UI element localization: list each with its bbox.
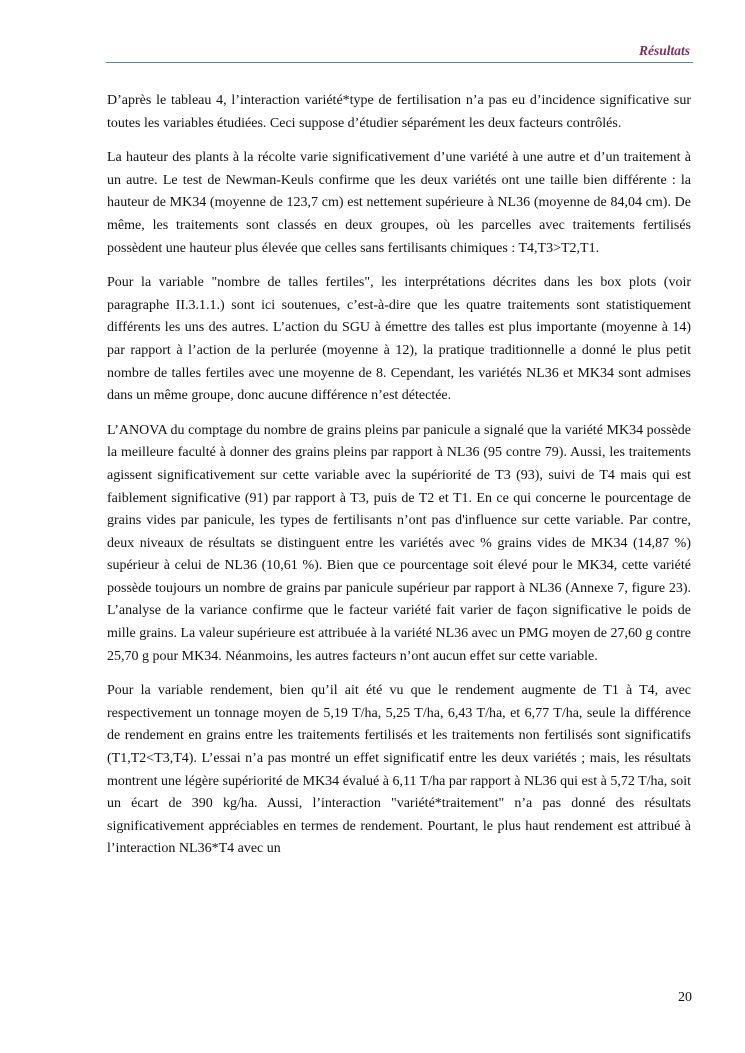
paragraph-fertile-tillers: Pour la variable "nombre de talles fertiles", les interprétations décrites dans les box plots (voir paragraphe II.3.1.1.) sont ici soutenues, c’est-à-dire que les quatre traitements sont statistiquement différents les uns des autres. L’action du SGU à émettre des talles est plus importante (moyenne à 14) par rapport à l’action de la perlurée (moyenne à 12), la pratique traditionnelle a donné le plus petit nombre de talles fertiles avec une moyenne de 8. Cependant, les variétés NL36 et MK34 sont admises dans un même groupe, donc aucune différence n’est détectée. xyxy=(107,275,691,404)
paragraph-grain-anova: L’ANOVA du comptage du nombre de grains pleins par panicule a signalé que la variété MK34 possède la meilleure faculté à donner des grains pleins par rapport à NL36 (95 contre 79). Aussi, les traitements agissent significativement sur cette variable avec la supériorité de T3 (93), suivi de T4 mais qui est faiblement significative (91) par rapport à T3, puis de T2 et T1. En ce qui concerne le pourcentage de grains vides par panicule, les types de fertilisants n’ont pas d'influence sur cette variable. Par contre, deux niveaux de résultats se distinguent entre les variétés avec % grains vides de MK34 (14,87 %) supérieur à celui de NL36 (10,61 %). Bien que ce pourcentage soit élevé pour le MK34, cette variété possède toujours un nombre de grains par panicule supérieur par rapport à NL36 (Annexe 7, figure 23). L’analyse de la variance confirme que le facteur variété fait varier de façon significative le poids de mille grains. La valeur supérieure est attribuée à la variété NL36 avec un PMG moyen de 27,60 g contre 25,70 g pour MK34. Néanmoins, les autres facteurs n’ont aucun effet sur cette variable. xyxy=(107,422,691,664)
paragraph-interaction: D’après le tableau 4, l’interaction variété*type de fertilisation n’a pas eu d’incidence significative sur toutes les variables étudiées. Ceci suppose d’étudier séparément les deux facteurs contrôlés. xyxy=(107,93,691,131)
section-title: Résultats xyxy=(638,43,690,58)
page-number: 20 xyxy=(678,990,692,1005)
paragraph-yield: Pour la variable rendement, bien qu’il ait été vu que le rendement augmente de T1 à T4, avec respectivement un tonnage moyen de 5,19 T/ha, 5,25 T/ha, 6,43 T/ha, et 6,77 T/ha, seule la différence de rendement en grains entre les traitements fertilisés et les traitements non fertilisés sont significatifs (T1,T2<T3,T4). L’essai n’a pas montré un effet significatif entre les deux variétés ; mais, les résultats montrent une légère supériorité de MK34 évalué à 6,11 T/ha par rapport à NL36 qui est à 5,72 T/ha, soit un écart de 390 kg/ha. Aussi, l’interaction "variété*traitement" n’a pas donné des résultats significativement appréciables en termes de rendement. Pourtant, le plus haut rendement est attribué à l’interaction NL36*T4 avec un xyxy=(107,683,691,857)
paragraph-plant-height: La hauteur des plants à la récolte varie significativement d’une variété à une autre et d’un traitement à un autre. Le test de Newman-Keuls confirme que les deux variétés ont une taille bien différente : la hauteur de MK34 (moyenne de 123,7 cm) est nettement supérieure à NL36 (moyenne de 84,04 cm). De même, les traitements sont classés en deux groupes, où les parcelles avec traitements fertilisés possèdent une hauteur plus élevée que celles sans fertilisants chimiques : T4,T3>T2,T1. xyxy=(107,150,691,256)
page-body xyxy=(107,90,691,873)
header-divider xyxy=(106,62,693,63)
